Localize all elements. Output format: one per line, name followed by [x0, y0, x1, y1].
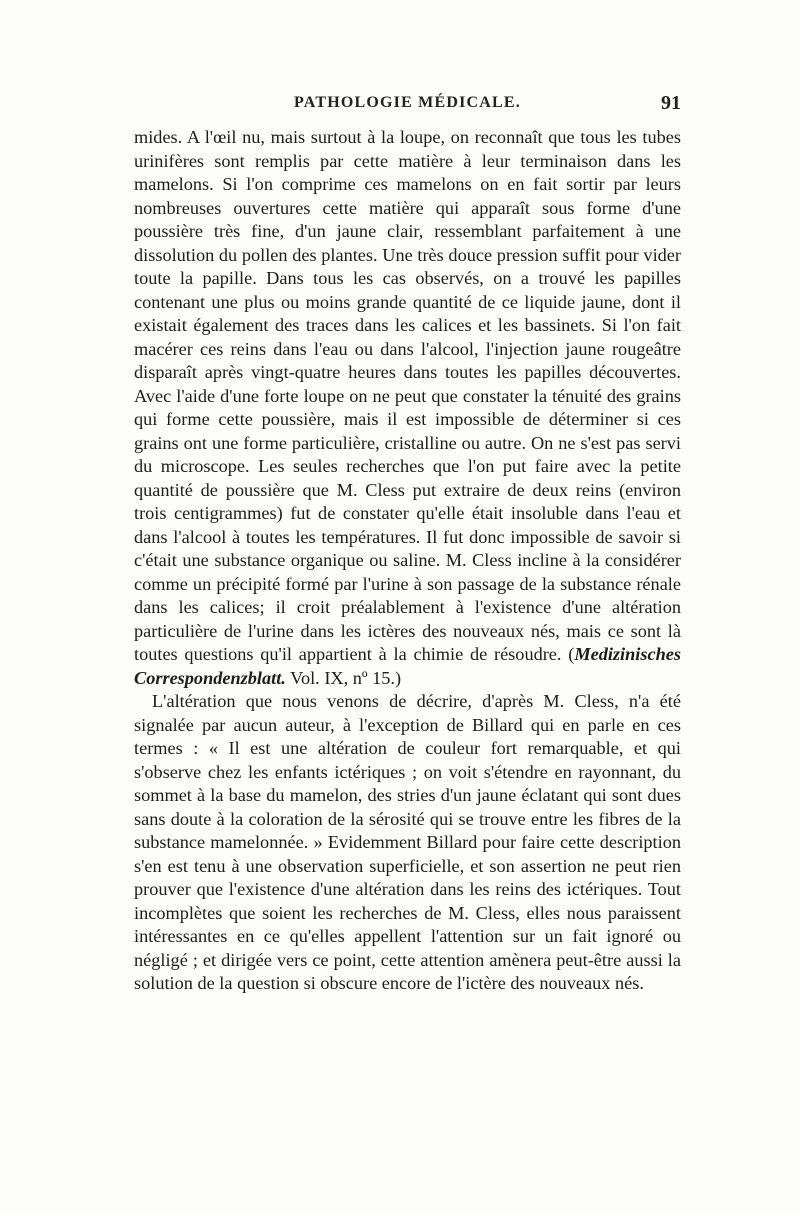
body-text	[134, 126, 681, 996]
paragraph-1-text: mides. A l'œil nu, mais surtout à la loupe, on reconnaît que tous les tubes urinifères sont remplis par cette matière à leur terminaison dans les mamelons. Si l'on comprime ces mamelons on en fait sortir par leurs nombreuses ouvertures cette matière qui apparaît sous forme d'une poussière très fine, d'un jaune clair, ressemblant parfaitement à une dissolution du pollen des plantes. Une très douce pression suffit pour vider toute la papille. Dans tous les cas observés, on a trouvé les papilles contenant une plus ou moins grande quantité de ce liquide jaune, dont il existait également des traces dans les calices et les bassinets. Si l'on fait macérer ces reins dans l'eau ou dans l'alcool, l'injection jaune rougeâtre disparaît après vingt-quatre heures dans toutes les papilles découvertes. Avec l'aide d'une forte loupe on ne peut que constater la ténuité des grains qui forme cette poussière, mais il est impossible de déterminer si ces grains ont une forme particulière, cristalline ou autre. On ne s'est pas servi du microscope. Les seules recherches que l'on put faire avec la petite quantité de poussière que M. Cless put extraire de deux reins (environ trois centigrammes) fut de constater qu'elle était insoluble dans l'eau et dans l'alcool à toutes les températures. Il fut donc impossible de savoir si c'était une substance organique ou saline. M. Cless incline à la considérer comme un précipité formé par l'urine à son passage de la substance rénale dans les calices; il croit préalablement à l'existence d'une altération particulière de l'urine dans les ictères des nouveaux nés, mais ce sont là toutes questions qu'il appartient à la chimie de résoudre. (	[134, 127, 681, 664]
page-header	[134, 92, 681, 122]
paragraph-1	[134, 126, 681, 690]
page-number: 91	[661, 92, 681, 114]
citation-volume: Vol. IX, nº 15.)	[285, 667, 402, 688]
running-title: PATHOLOGIE MÉDICALE.	[294, 94, 521, 111]
paragraph-2: L'altération que nous venons de décrire, d'après M. Cless, n'a été signalée par aucun auteur, à l'exception de Billard qui en parle en ces termes : « Il est une altération de couleur fort remarquable, et qui s'observe chez les enfants ictériques ; on voit s'étendre en rayonnant, du sommet à la base du mamelon, des stries d'un jaune éclatant qui sont dues sans doute à la coloration de la sérosité qui se trouve entre les fibres de la substance mamelonnée. » Evidemment Billard pour faire cette description s'en est tenu à une observation superficielle, et son assertion ne peut rien prouver que l'existence d'une altération dans les reins des ictériques. Tout incomplètes que soient les recherches de M. Cless, elles nous paraissent intéressantes en ce qu'elles appellent l'attention sur un fait ignoré ou négligé ; et dirigée vers ce point, cette attention amènera peut-être aussi la solution de la question si obscure encore de l'ictère des nouveaux nés.	[134, 691, 681, 993]
citation-journal: Medizinisches Correspondenzblatt.	[134, 644, 681, 688]
